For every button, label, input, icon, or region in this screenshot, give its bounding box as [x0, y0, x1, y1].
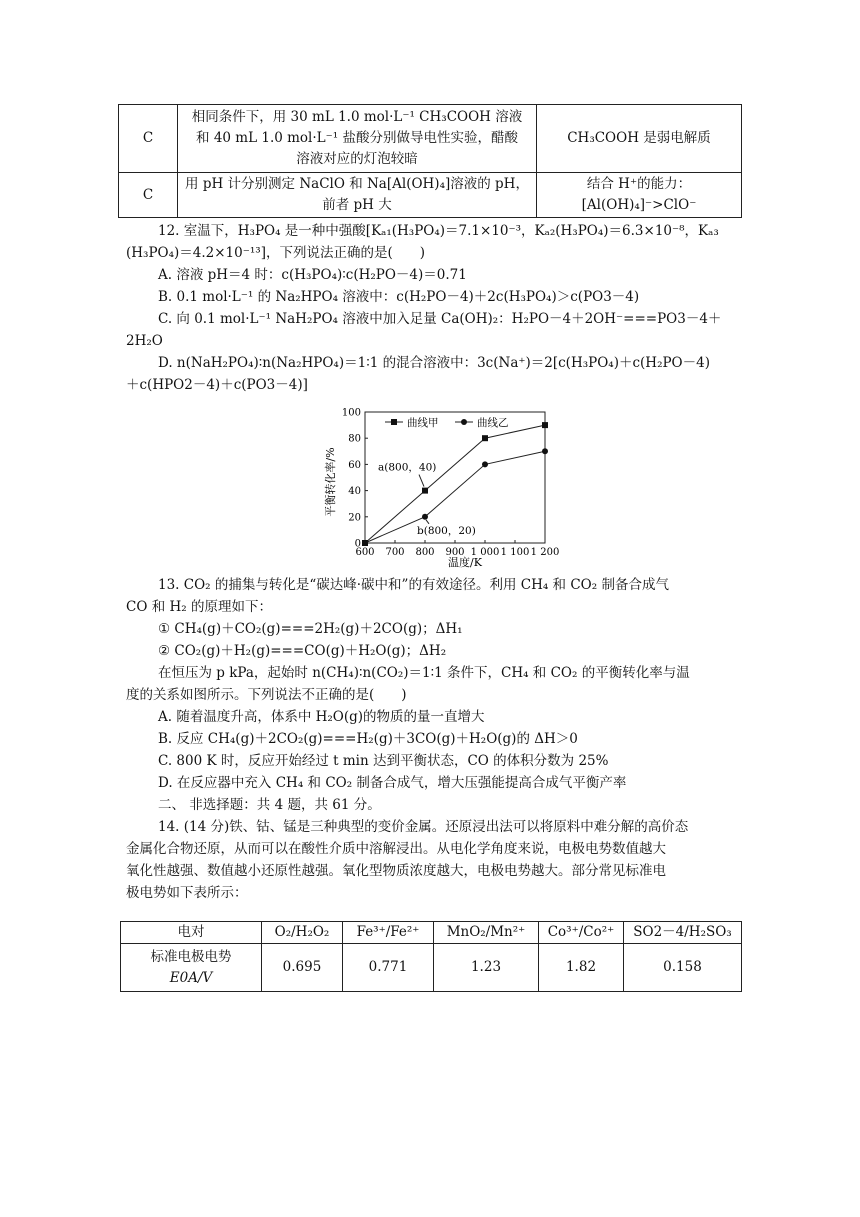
q12-stem-cont: (H₃PO₄)＝4.2×10⁻¹³]，下列说法正确的是( ) [126, 245, 425, 261]
header-cell: 电对 [121, 922, 262, 944]
header-cell: Fe³⁺/Fe²⁺ [343, 922, 434, 944]
q13-stem-cont: CO 和 H₂ 的原理如下： [126, 599, 272, 615]
annotation-b: b(800，20) [417, 524, 476, 537]
q12-option-b: B. 0.1 mol·L⁻¹ 的 Na₂HPO₄ 溶液中：c(H₂PO－4)＋2c(H₃PO₄)＞c(PO3－4) [158, 289, 640, 305]
table-header-row [121, 922, 742, 944]
plot-frame [365, 412, 545, 543]
row-label [121, 944, 262, 992]
q13-option-a: A. 随着温度升高，体系中 H₂O(g)的物质的量一直增大 [158, 709, 485, 725]
section-heading: 二、 非选择题：共 4 题，共 61 分。 [158, 797, 381, 813]
data-point-circle [362, 540, 368, 546]
q13-option-b: B. 反应 CH₄(g)＋2CO₂(g)===H₂(g)＋3CO(g)＋H₂O(g)的 ΔH＞0 [158, 731, 578, 747]
legend-marker-circle [461, 419, 467, 425]
q14-stem-cont: 氧化性越强、数值越小还原性越强。氧化型物质浓度越大，电极电势越大。部分常见标准电 [126, 863, 666, 879]
x-tick-label: 1 000 [470, 547, 500, 558]
table-row [121, 944, 742, 992]
table-row [119, 105, 742, 173]
q13-reaction-2: ② CO₂(g)＋H₂(g)===CO(g)＋H₂O(g)；ΔH₂ [158, 643, 447, 659]
annotation-arrow [419, 475, 424, 487]
text-line: 溶液对应的灯泡较暗 [296, 151, 418, 167]
legend-label: 曲线乙 [477, 417, 509, 429]
table-cell: 0.695 [262, 944, 343, 992]
q13-option-c: C. 800 K 时，反应开始经过 t min 达到平衡状态，CO 的体积分数为 25% [158, 753, 609, 769]
table-row [119, 173, 742, 218]
q13-condition: 在恒压为 p kPa，起始时 n(CH₄)∶n(CO₂)＝1∶1 条件下，CH₄ 和 CO₂ 的平衡转化率与温 [158, 665, 690, 681]
x-tick-label: 700 [385, 547, 405, 558]
text-line: CH₃COOH 是弱电解质 [567, 130, 711, 146]
conversion-chart [320, 400, 570, 572]
text-line: 用 pH 计分别测定 NaClO 和 Na[Al(OH)₄]溶液的 pH， [185, 176, 529, 192]
q13-condition-cont: 度的关系如图所示。下列说法不正确的是( ) [126, 687, 407, 703]
q14-stem: 14. (14 分)铁、钴、锰是三种典型的变价金属。还原浸出法可以将原料中难分解的高价态 [158, 819, 689, 835]
header-cell: O₂/H₂O₂ [262, 922, 343, 944]
legend-marker-square [391, 419, 397, 425]
conclusion-cell [537, 105, 742, 173]
x-tick-label: 900 [445, 547, 465, 558]
experiment-cell [178, 173, 537, 218]
q12-option-d: D. n(NaH₂PO₄)∶n(Na₂HPO₄)＝1∶1 的混合溶液中：3c(Na⁺)＝2[c(H₃PO₄)＋c(H₂PO－4) [158, 355, 710, 371]
y-tick-label: 80 [348, 433, 361, 445]
q12-option-c-cont: 2H₂O [126, 333, 163, 349]
legend-label: 曲线甲 [407, 417, 439, 429]
y-tick-label: 40 [348, 486, 361, 498]
text-line: E0A/V [169, 969, 213, 986]
text-line: 和 40 mL 1.0 mol·L⁻¹ 盐酸分别做导电性实验，醋酸 [196, 130, 518, 146]
data-point-square [542, 422, 548, 428]
q12-option-c: C. 向 0.1 mol·L⁻¹ NaH₂PO₄ 溶液中加入足量 Ca(OH)₂：H₂PO－4＋2OH⁻===PO3－4＋ [158, 311, 722, 327]
table-cell: 1.23 [434, 944, 539, 992]
y-tick-label: 20 [348, 512, 361, 524]
y-tick-label: 100 [341, 407, 361, 419]
y-axis-label [323, 447, 337, 516]
q13-stem: 13. CO₂ 的捕集与转化是“碳达峰·碳中和”的有效途径。利用 CH₄ 和 CO₂ 制备合成气 [158, 577, 669, 593]
q14-stem-cont: 金属化合物还原，从而可以在酸性介质中溶解浸出。从电化学角度来说，电极电势数值越大 [126, 841, 666, 857]
experiment-cell [178, 105, 537, 173]
y-tick-label: 60 [348, 459, 361, 471]
table-cell: 0.771 [343, 944, 434, 992]
x-tick-label: 800 [415, 547, 435, 558]
experiment-table [118, 104, 742, 218]
y-axis-label-text: 平衡转化率/% [324, 447, 337, 517]
x-tick-label: 1 200 [530, 547, 560, 558]
q14-stem-cont: 极电势如下表所示： [126, 885, 248, 901]
option-label: C [119, 105, 178, 173]
text-line: [Al(OH)₄]⁻>ClO⁻ [581, 197, 697, 213]
data-point-square [482, 435, 488, 441]
text-line: 相同条件下，用 30 mL 1.0 mol·L⁻¹ CH₃COOH 溶液 [191, 109, 523, 125]
q12-stem: 12. 室温下，H₃PO₄ 是一种中强酸[Kₐ₁(H₃PO₄)＝7.1×10⁻³，Kₐ₂(H₃PO₄)＝6.3×10⁻⁸，Kₐ₃ [158, 223, 719, 239]
data-point-circle [542, 448, 548, 454]
conclusion-cell [537, 173, 742, 218]
q13-option-d: D. 在反应器中充入 CH₄ 和 CO₂ 制备合成气，增大压强能提高合成气平衡产率 [158, 775, 627, 791]
data-point-circle [422, 514, 428, 520]
option-label: C [119, 173, 178, 218]
header-cell: Co³⁺/Co²⁺ [539, 922, 624, 944]
q12-option-a: A. 溶液 pH＝4 时：c(H₃PO₄)∶c(H₂PO－4)＝0.71 [158, 267, 467, 283]
q13-reaction-1: ① CH₄(g)＋CO₂(g)===2H₂(g)＋2CO(g)；ΔH₁ [158, 621, 463, 637]
table-cell: 0.158 [624, 944, 742, 992]
data-point-square [422, 488, 428, 494]
electrode-potential-table [120, 921, 742, 992]
text-line: 标准电极电势 [150, 948, 232, 965]
q12-option-d-cont: ＋c(HPO2－4)＋c(PO3－4)] [126, 377, 308, 393]
x-axis-label: 温度/K [448, 556, 482, 569]
header-cell: SO2－4/H₂SO₃ [624, 922, 742, 944]
x-tick-label: 1 100 [500, 547, 530, 558]
x-tick-label: 600 [355, 547, 375, 558]
table-cell: 1.82 [539, 944, 624, 992]
data-point-circle [482, 461, 488, 467]
annotation-a: a(800，40) [378, 461, 437, 474]
annotation-arrow [426, 520, 429, 524]
text-line: 结合 H⁺的能力： [586, 176, 692, 192]
y-tick-label: 0 [354, 538, 361, 550]
header-cell: MnO₂/Mn²⁺ [434, 922, 539, 944]
text-line: 前者 pH 大 [322, 197, 392, 213]
